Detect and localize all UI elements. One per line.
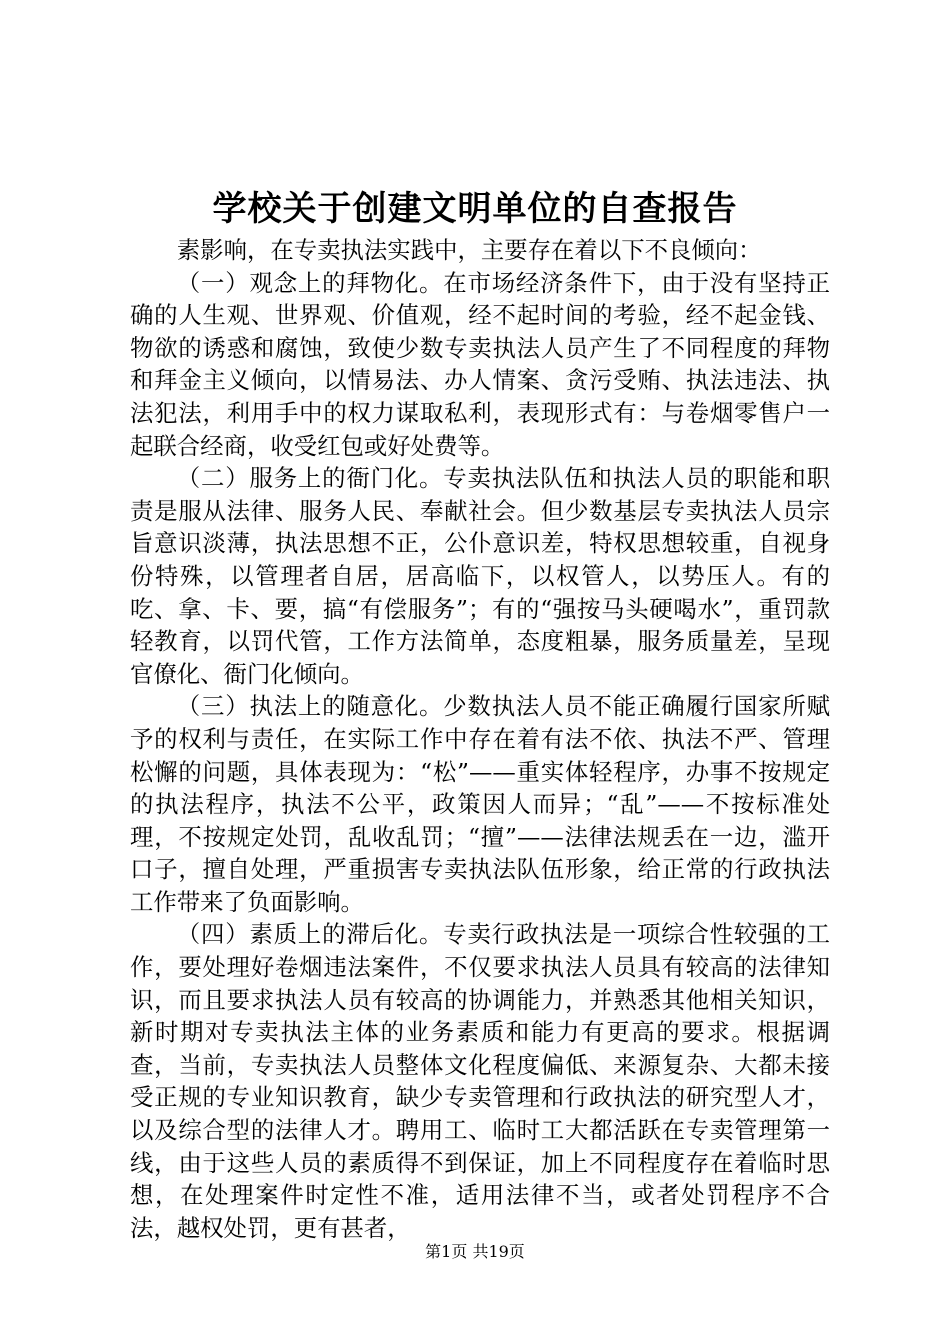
- paragraph-section-1: （一）观念上的拜物化。在市场经济条件下，由于没有坚持正确的人生观、世界观、价值观，经不起时间的考验，经不起金钱、物欲的诱惑和腐蚀，致使少数专卖执法人员产生了不同程度的拜物和拜金主义倾向，以情易法、办人情案、贪污受贿、执法违法、执法犯法，利用手中的权力谋取私利，表现形式有：与卷烟零售户一起联合经商，收受红包或好处费等。: [130, 268, 830, 460]
- page-number-footer: 第1页 共19页: [425, 1242, 525, 1261]
- paragraph-section-3: （三）执法上的随意化。少数执法人员不能正确履行国家所赋予的权利与责任，在实际工作中存在着有法不依、执法不严、管理松懈的问题，具体表现为：“松”——重实体轻程序，办事不按规定的执法程序，执法不公平，政策因人而异；“乱”——不按标准处理，不按规定处罚，乱收乱罚；“擅”——法律法规丢在一边，滥开口子，擅自处理，严重损害专卖执法队伍形象，给正常的行政执法工作带来了负面影响。: [130, 692, 830, 916]
- paragraph-section-2: （二）服务上的衙门化。专卖执法队伍和执法人员的职能和职责是服从法律、服务人民、奉献社会。但少数基层专卖执法人员宗旨意识淡薄，执法思想不正，公仆意识差，特权思想较重，自视身份特殊，以管理者自居，居高临下，以权管人，以势压人。有的吃、拿、卡、要，搞“有偿服务”；有的“强按马头硬喝水”，重罚款轻教育，以罚代管，工作方法简单，态度粗暴，服务质量差，呈现官僚化、衙门化倾向。: [130, 464, 830, 688]
- document-body: [130, 234, 830, 1244]
- paragraph-intro: 素影响，在专卖执法实践中，主要存在着以下不良倾向：: [176, 236, 762, 264]
- document-title: 学校关于创建文明单位的自查报告: [212, 189, 738, 229]
- paragraph-section-4: （四）素质上的滞后化。专卖行政执法是一项综合性较强的工作，要处理好卷烟违法案件，不仅要求执法人员具有较高的法律知识，而且要求执法人员有较高的协调能力，并熟悉其他相关知识，新时期对专卖执法主体的业务素质和能力有更高的要求。根据调查，当前，专卖执法人员整体文化程度偏低、来源复杂、大都未接受正规的专业知识教育，缺少专卖管理和行政执法的研究型人才，以及综合型的法律人才。聘用工、临时工大都活跃在专卖管理第一线，由于这些人员的素质得不到保证，加上不同程度存在着临时思想，在处理案件时定性不准，适用法律不当，或者处罚程序不合法，越权处罚，更有甚者，: [130, 920, 830, 1242]
